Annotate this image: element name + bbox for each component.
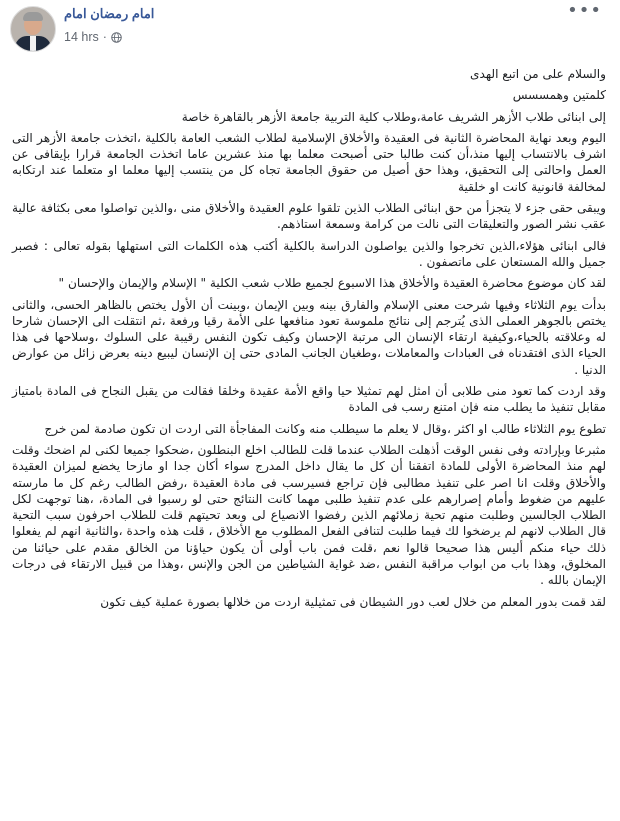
paragraph: وقد اردت كما تعود منى طلابى أن امثل لهم تمثيلا حيا واقع الأمة عقيدة وخلقا فقالت من يقبل النجاح فى المادة بامتياز مقابل تنفيذ ما يطلب منه فإن امتنع رسب فى المادة <box>12 384 606 415</box>
paragraph: ويبقى حقى جزء لا يتجزأ من حق ابنائى الطلاب الذين تلقوا علوم العقيدة والأخلاق منى ،والذين تواصلوا معى بكثافة عالية عقب نشر الصور والتعليقات التى نالت من كرامة وسمعة استاذهم. <box>12 201 606 232</box>
paragraph: فالى ابنائى هؤلاء،الذين تخرجوا والذين يواصلون الدراسة بالكلية أكتب هذه الكلمات التى استهلها بقوله تعالى : فصبر جميل والله المستعان على ماتصفون . <box>12 238 606 269</box>
post-body <box>12 66 606 615</box>
greeting: والسلام على من اتبع الهدى <box>470 67 606 81</box>
paragraph: بدأت يوم الثلاثاء وفيها شرحت معنى الإسلام والفارق بينه وبين الإيمان ،وبينت أن الأول يختص بالظاهر الحسى، والثانى يختص بالجوهر العملى الذى يُترجم إلى نتائج ملموسة تعود منافعها على الأمة رقيا ورفعة ،ثم انتقلت الى الإحسان شارحا له وعلاقته بالحياء،وكيفية ارتقاء الإنسان الى مرتبة الإحسان وكيف تكون النفس رقيبة على السلوك ،وسلاحها فى هذا الحياء الذى افتقدناه فى العبادات والمعاملات ،وطغيان الجانب المادى حتى إن الإنسان ليبيع دينه بعرض زائل من عوارض الدنيا . <box>12 297 606 377</box>
post-time[interactable]: 14 hrs <box>64 30 99 44</box>
ellipsis-icon[interactable]: ••• <box>567 0 602 21</box>
meta-separator: · <box>102 30 107 44</box>
globe-icon[interactable] <box>111 32 122 43</box>
paragraph: لقد قمت بدور المعلم من خلال لعب دور الشيطان فى تمثيلية اردت من خلالها بصورة عملية كيف تكون <box>100 594 606 609</box>
avatar-hair <box>23 12 43 21</box>
post-header <box>0 0 620 60</box>
post-meta <box>64 30 122 44</box>
paragraph: إلى ابنائى طلاب الأزهر الشريف عامة،وطلاب كلية التربية جامعة الأزهر بالقاهرة خاصة <box>181 109 606 124</box>
avatar-shirt <box>30 36 36 51</box>
paragraph: لقد كان موضوع محاضرة العقيدة والأخلاق هذا الاسبوع لجميع طلاب شعب الكلية " الإسلام والإيمان والإحسان " <box>58 276 606 291</box>
subtitle: كلمتين وهمسسس <box>512 88 606 103</box>
avatar[interactable] <box>10 6 56 52</box>
author-name[interactable]: امام رمضان امام <box>64 6 155 21</box>
paragraph: مثبرعا وبإرادته وفى نفس الوقت أذهلت الطلاب عندما قلت للطالب اخلع البنطلون ،ضحكوا جميعا لكنى لم اضحك وقلت لهم منذ المحاضرة الأولى للمادة اتفقنا أن كل ما يقال داخل المدرج سواء أكان جدا او مازحا يخضع لميزان العقيدة والأخلاق وقلت انا اصر على تنفيذ مطالبى فإن تراجع فسيرسب فى مادة العقيدة ،رفض الطالب رغم كل ما مارسته عليهم من ضغوط وأمام إصرارهم على عدم تنفيذ طلبى مهما كانت النتائج حتى لو رسبوا فى المادة، ،هنا توجهت لكل الطلاب الجالسين وطلبت منهم تحية زملائهم الذين رفضوا الانصياع لى وبعد تحيتهم قلت للطلاب احرفون سبب التحية قال الطلاب لانهم لم يرضخوا لك فيما طلبت لتنافى الفعل المطلوب مع الأخلاق ، قلت هذه واحدة ،والثانية انهم لم يفعلوا ذلك حياء منكم أليس هذا صحيحا قالوا نعم ،قلت فمن باب أولى أن يكون حياؤنا من الخالق مقدم على حيائنا من المخلوق، وهذا باب من ابواب مراقبة النفس ،ضد غواية الشياطين من الجن والإنس ،وهذا من قبيل الارتقاء فى درجات الإيمان بالله . <box>12 442 606 588</box>
paragraph: تطوع يوم الثلاثاء طالب او اكثر ،وقال لا يعلم ما سيطلب منه وكانت المفاجأة التى اردت ان تكون صادمة لمن خرج <box>44 421 606 436</box>
paragraph: اليوم وبعد نهاية المحاضرة الثانية فى العقيدة والأخلاق الإسلامية لطلاب الشعب العامة بالكلية ،اتخذت جامعة الأزهر التى اشرف بالانتساب إليها منذ،أن كنت طالبا حتى أصبحت معلما بها منذ عشرين عاما اتخذت الجامعة قرارا بإيقافى عن العمل واحالتى إلى التحقيق، وهذا حق أصيل من حقوق الجامعة تجاه كل من ينتسب إليها معلما او متعلما عند ارتكابه لمخالفة قانونية كانت او خلقية <box>12 130 606 194</box>
